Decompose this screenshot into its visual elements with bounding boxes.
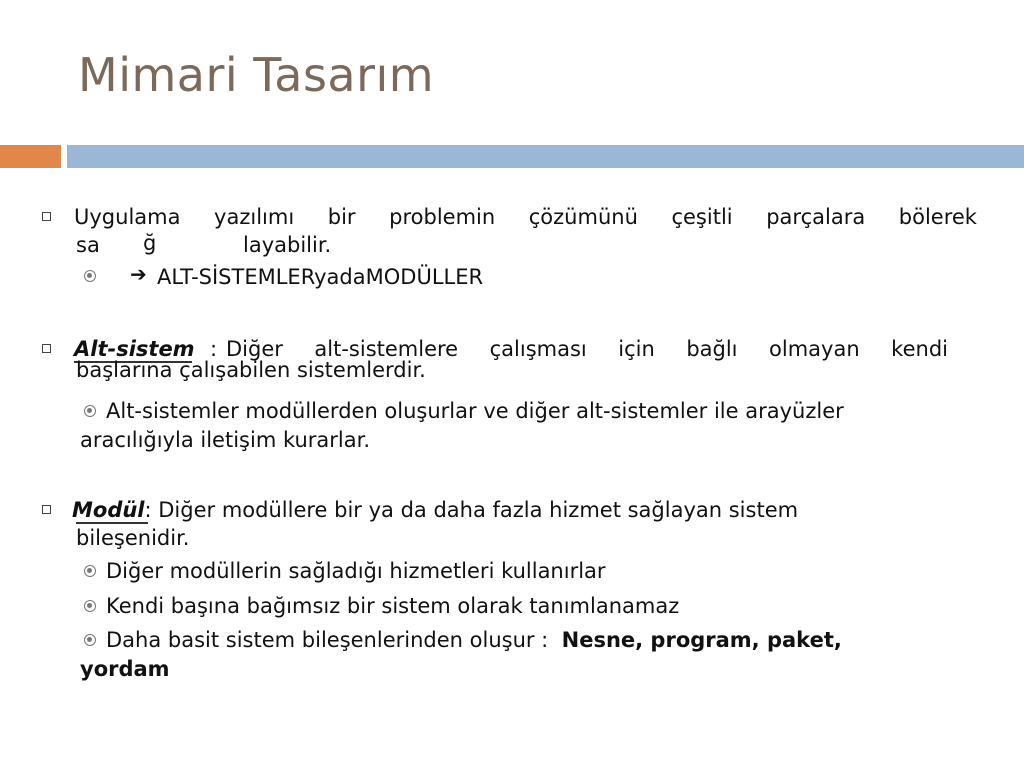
bullet-circle-icon	[84, 270, 96, 282]
title-accent-bar-orange	[0, 145, 61, 168]
bullet-square-icon	[42, 344, 51, 353]
bullet3-rest: : Diğer modüllere bir ya da daha fazla hizmet sağlayan sistem	[144, 498, 799, 522]
word: alt-sistemlere	[314, 337, 459, 361]
bullet1-line2-part2: ğ	[143, 231, 157, 255]
bullet3-sub3-line1	[106, 626, 842, 654]
bullet1-sub1: ALT-SİSTEMLERyadaMODÜLLER	[157, 265, 484, 289]
word: bir	[327, 205, 356, 229]
word: çeşitli	[671, 205, 733, 229]
modul-term: Modül	[72, 498, 145, 522]
bullet-square-icon	[42, 505, 51, 514]
bullet1-line2-part1: sa	[76, 233, 100, 257]
word: yazılımı	[214, 205, 295, 229]
word: çözümünü	[528, 205, 638, 229]
word: kendi	[891, 337, 948, 361]
word: bağlı	[686, 337, 738, 361]
word: problemin	[389, 205, 496, 229]
bullet3-sub2: Kendi başına bağımsız bir sistem olarak tanımlanamaz	[106, 594, 680, 618]
bullet-circle-icon	[84, 600, 96, 612]
bullet1-line2-part3: layabilir.	[243, 233, 332, 257]
word: bölerek	[898, 205, 977, 229]
slide-title: Mimari Tasarım	[78, 48, 435, 102]
word: çalışması	[489, 337, 587, 361]
title-accent-bar-blue	[67, 145, 1024, 168]
bullet3-sub3-line2	[80, 655, 170, 683]
bullet-circle-icon	[84, 565, 96, 577]
bullet-circle-icon	[84, 405, 96, 417]
alt-sistem-term: Alt-sistem	[74, 337, 195, 361]
bullet1-line1	[74, 203, 977, 231]
bullet2-sep: :	[210, 337, 218, 361]
bullet3-sub3-bold: Nesne, program, paket,	[561, 628, 842, 652]
word: olmayan	[769, 337, 860, 361]
bullet-square-icon	[42, 212, 51, 221]
word: için	[618, 337, 655, 361]
bullet3-line2: bileşenidir.	[76, 526, 190, 550]
bullet3-line1	[72, 496, 798, 524]
bullet-circle-icon	[84, 634, 96, 646]
bullet3-sub1: Diğer modüllerin sağladığı hizmetleri kullanırlar	[106, 559, 606, 583]
bullet2-sub1-line1: Alt-sistemler modüllerden oluşurlar ve diğer alt-sistemler ile arayüzler	[106, 399, 844, 423]
right-arrow-icon: ➔	[130, 262, 147, 286]
bullet3-sub3-bold-2: yordam	[80, 657, 170, 681]
bullet3-sub3-prefix: Daha basit sistem bileşenlerinden oluşur :	[106, 628, 549, 652]
word: Uygulama	[74, 205, 181, 229]
bullet2-sub1-line2: aracılığıyla iletişim kurarlar.	[80, 428, 371, 452]
word: parçalara	[766, 205, 866, 229]
bullet2-line2: başlarına çalışabilen sistemlerdir.	[76, 358, 426, 382]
word: Diğer	[226, 337, 283, 361]
